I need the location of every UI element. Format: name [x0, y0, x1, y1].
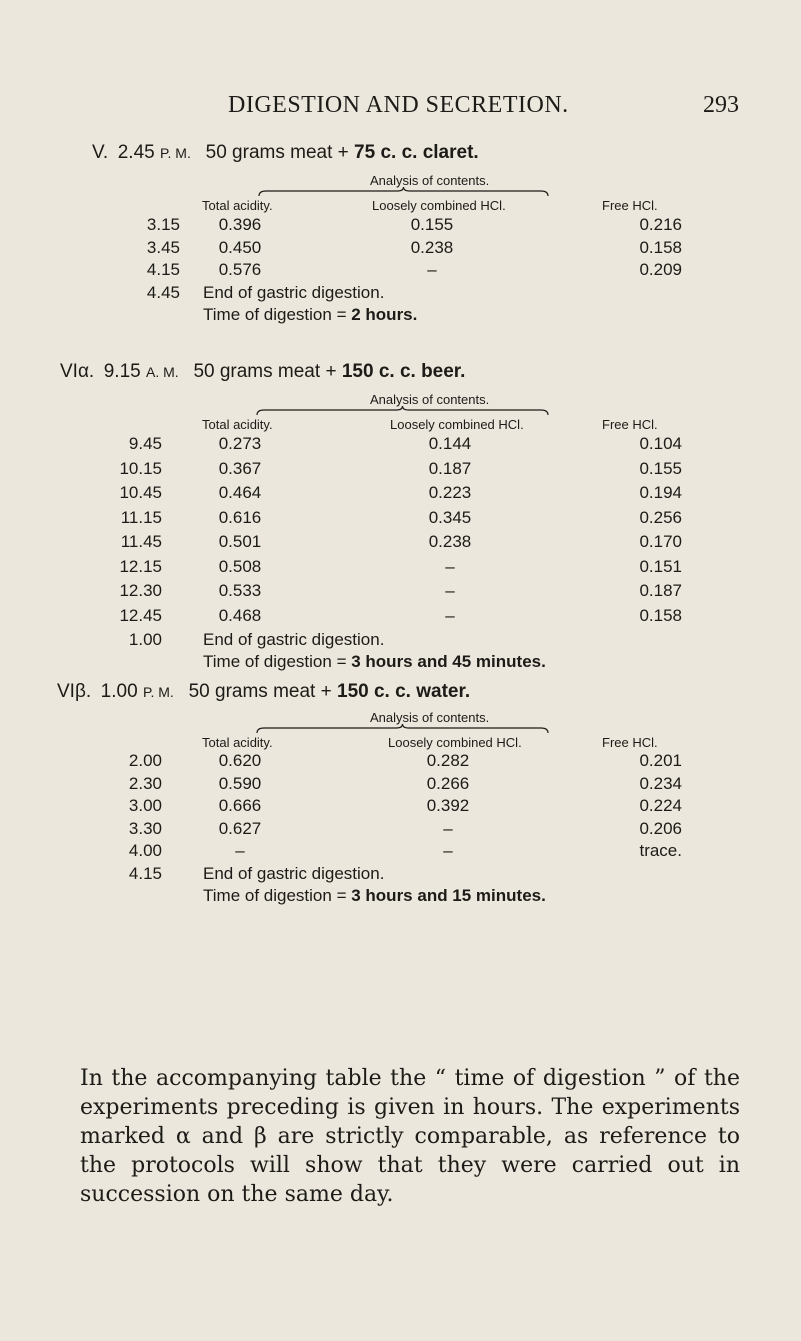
- cell-total-acidity: 0.620: [218, 751, 262, 770]
- row-time: 3.15: [146, 215, 180, 234]
- end-time: 1.00: [128, 630, 162, 649]
- end-time: 4.45: [146, 282, 180, 302]
- page-header: [0, 92, 801, 122]
- cell-free-hcl: 0.151: [639, 556, 682, 576]
- body-paragraph: In the accompanying table the “ time of digestion ” of the experiments preceding is given in hours. The experiments marked α and β are strictly comparable, as reference to the protocols will show that they were carried out in succession on the same day.: [80, 1066, 740, 1207]
- experiment-start-time: 9.15: [103, 361, 141, 382]
- cell-total-acidity: 0.450: [218, 237, 262, 257]
- cell-total-acidity: 0.627: [218, 818, 262, 838]
- experiment-label: V.: [92, 142, 109, 163]
- column-header-free: Free HCl.: [602, 417, 658, 432]
- column-header-loose: Loosely combined HCl.: [390, 417, 524, 432]
- cell-free-hcl: 0.158: [639, 237, 682, 257]
- cell-total-acidity: –: [235, 841, 245, 860]
- table-row: [0, 508, 801, 530]
- cell-total-acidity: 0.396: [218, 215, 262, 234]
- cell-free-hcl: 0.187: [639, 581, 682, 600]
- cell-loosely-combined: –: [443, 841, 453, 860]
- cell-total-acidity: 0.273: [218, 434, 262, 453]
- plus-sign: +: [337, 142, 349, 163]
- experiment-drink: 75 c. c. claret.: [354, 142, 479, 163]
- end-text: End of gastric digestion.: [203, 863, 385, 883]
- table-row: [0, 459, 801, 481]
- row-time: 2.00: [128, 751, 162, 770]
- column-header-total: Total acidity.: [202, 198, 273, 213]
- cell-free-hcl: 0.234: [639, 773, 682, 793]
- experiment-drink: 150 c. c. beer.: [341, 361, 466, 382]
- end-time: 4.15: [128, 863, 162, 883]
- brace-line: [256, 724, 549, 734]
- table-row: [0, 238, 801, 260]
- cell-total-acidity: 0.464: [218, 483, 262, 502]
- experiment-heading: [92, 142, 479, 164]
- end-row: [0, 283, 801, 305]
- digestion-time: [203, 652, 546, 672]
- cell-loosely-combined: –: [427, 260, 437, 279]
- experiment-drink: 150 c. c. water.: [337, 681, 471, 702]
- cell-total-acidity: 0.508: [218, 556, 262, 576]
- cell-free-hcl: 0.256: [639, 507, 682, 527]
- table-row: [0, 557, 801, 579]
- digestion-value: 3 hours and 45 minutes.: [351, 652, 546, 671]
- experiment-heading: [57, 681, 470, 703]
- analysis-title: Analysis of contents.: [370, 392, 490, 407]
- row-time: 11.15: [120, 507, 162, 527]
- cell-total-acidity: 0.367: [218, 458, 262, 478]
- cell-free-hcl: 0.201: [639, 751, 682, 770]
- table-row: [0, 751, 801, 773]
- row-time: 3.45: [146, 237, 180, 257]
- table-row: [0, 819, 801, 841]
- digestion-label: Time of digestion: [203, 885, 332, 905]
- row-time: 11.45: [120, 532, 162, 551]
- end-text: End of gastric digestion.: [203, 282, 385, 302]
- experiment-label: VIβ.: [57, 681, 92, 702]
- row-time: 12.45: [119, 605, 162, 625]
- experiment-period: A. M.: [145, 364, 179, 380]
- cell-free-hcl: 0.194: [639, 483, 682, 502]
- digestion-time: [203, 886, 546, 906]
- cell-total-acidity: 0.501: [218, 532, 262, 551]
- cell-free-hcl: 0.216: [639, 215, 682, 234]
- cell-free-hcl: 0.155: [639, 458, 682, 478]
- brace-line: [258, 187, 549, 197]
- column-header-total: Total acidity.: [202, 735, 273, 750]
- cell-free-hcl: 0.206: [639, 818, 682, 838]
- cell-total-acidity: 0.576: [218, 260, 262, 279]
- experiment-meal: 50 grams meat: [188, 681, 316, 702]
- experiment-meal: 50 grams meat: [205, 142, 333, 163]
- cell-loosely-combined: 0.282: [426, 751, 470, 770]
- page-number: 293: [703, 92, 739, 118]
- cell-loosely-combined: 0.238: [410, 237, 454, 257]
- row-time: 3.30: [128, 818, 162, 838]
- table-row: [0, 483, 801, 505]
- cell-loosely-combined: 0.238: [428, 532, 472, 551]
- cell-loosely-combined: –: [445, 605, 455, 625]
- cell-loosely-combined: 0.187: [428, 458, 472, 478]
- cell-loosely-combined: –: [445, 556, 455, 576]
- analysis-title: Analysis of contents.: [370, 710, 490, 725]
- cell-free-hcl: 0.104: [639, 434, 682, 453]
- cell-total-acidity: 0.468: [218, 605, 262, 625]
- experiment-start-time: 1.00: [100, 681, 138, 702]
- equals-sign: =: [336, 885, 347, 905]
- digestion-time: [203, 305, 417, 325]
- cell-free-hcl: 0.170: [639, 532, 682, 551]
- end-row: [0, 864, 801, 886]
- experiment-heading: [60, 361, 465, 383]
- row-time: 3.00: [128, 796, 162, 815]
- plus-sign: +: [325, 361, 337, 382]
- cell-loosely-combined: 0.223: [428, 483, 472, 502]
- table-row: [0, 532, 801, 554]
- table-row: [0, 606, 801, 628]
- table-row: [0, 774, 801, 796]
- table-row: [0, 215, 801, 237]
- brace-line: [256, 406, 549, 416]
- end-row: [0, 630, 801, 652]
- table-row: [0, 260, 801, 282]
- row-time: 9.45: [128, 434, 162, 453]
- cell-loosely-combined: –: [443, 818, 453, 838]
- analysis-title: Analysis of contents.: [370, 173, 490, 188]
- digestion-value: 3 hours and 15 minutes.: [351, 885, 546, 905]
- cell-total-acidity: 0.533: [218, 581, 262, 600]
- column-header-loose: Loosely combined HCl.: [388, 735, 522, 750]
- experiment-meal: 50 grams meat: [193, 361, 321, 382]
- table-row: [0, 796, 801, 818]
- experiment-period: P. M.: [142, 684, 174, 700]
- cell-loosely-combined: 0.144: [428, 434, 472, 453]
- cell-free-hcl: 0.224: [639, 796, 682, 815]
- row-time: 10.45: [119, 483, 162, 502]
- digestion-label: Time of digestion: [203, 652, 332, 671]
- cell-total-acidity: 0.590: [218, 773, 262, 793]
- experiment-start-time: 2.45: [117, 142, 155, 163]
- cell-total-acidity: 0.666: [218, 796, 262, 815]
- cell-loosely-combined: –: [445, 581, 455, 600]
- cell-free-hcl: 0.209: [639, 260, 682, 279]
- cell-total-acidity: 0.616: [218, 507, 262, 527]
- equals-sign: =: [336, 652, 347, 671]
- end-text: End of gastric digestion.: [203, 630, 385, 649]
- digestion-value: 2 hours.: [351, 304, 418, 324]
- table-row: [0, 581, 801, 603]
- table-row: [0, 841, 801, 863]
- row-time: 12.15: [119, 556, 162, 576]
- row-time: 10.15: [119, 458, 162, 478]
- row-time: 4.15: [146, 260, 180, 279]
- table-row: [0, 434, 801, 456]
- row-time: 2.30: [128, 773, 162, 793]
- column-header-loose: Loosely combined HCl.: [372, 198, 506, 213]
- cell-loosely-combined: 0.266: [426, 773, 470, 793]
- cell-free-hcl: 0.158: [639, 605, 682, 625]
- column-header-free: Free HCl.: [602, 198, 658, 213]
- row-time: 12.30: [119, 581, 162, 600]
- cell-loosely-combined: 0.155: [410, 215, 454, 234]
- equals-sign: =: [336, 304, 347, 324]
- column-header-free: Free HCl.: [602, 735, 658, 750]
- cell-loosely-combined: 0.392: [426, 796, 470, 815]
- cell-free-hcl: trace.: [639, 841, 682, 860]
- column-header-total: Total acidity.: [202, 417, 273, 432]
- row-time: 4.00: [128, 841, 162, 860]
- experiment-label: VIα.: [60, 361, 95, 382]
- cell-loosely-combined: 0.345: [428, 507, 472, 527]
- plus-sign: +: [320, 681, 332, 702]
- digestion-label: Time of digestion: [203, 304, 332, 324]
- running-title: DIGESTION AND SECRETION.: [228, 92, 569, 118]
- experiment-period: P. M.: [159, 145, 191, 161]
